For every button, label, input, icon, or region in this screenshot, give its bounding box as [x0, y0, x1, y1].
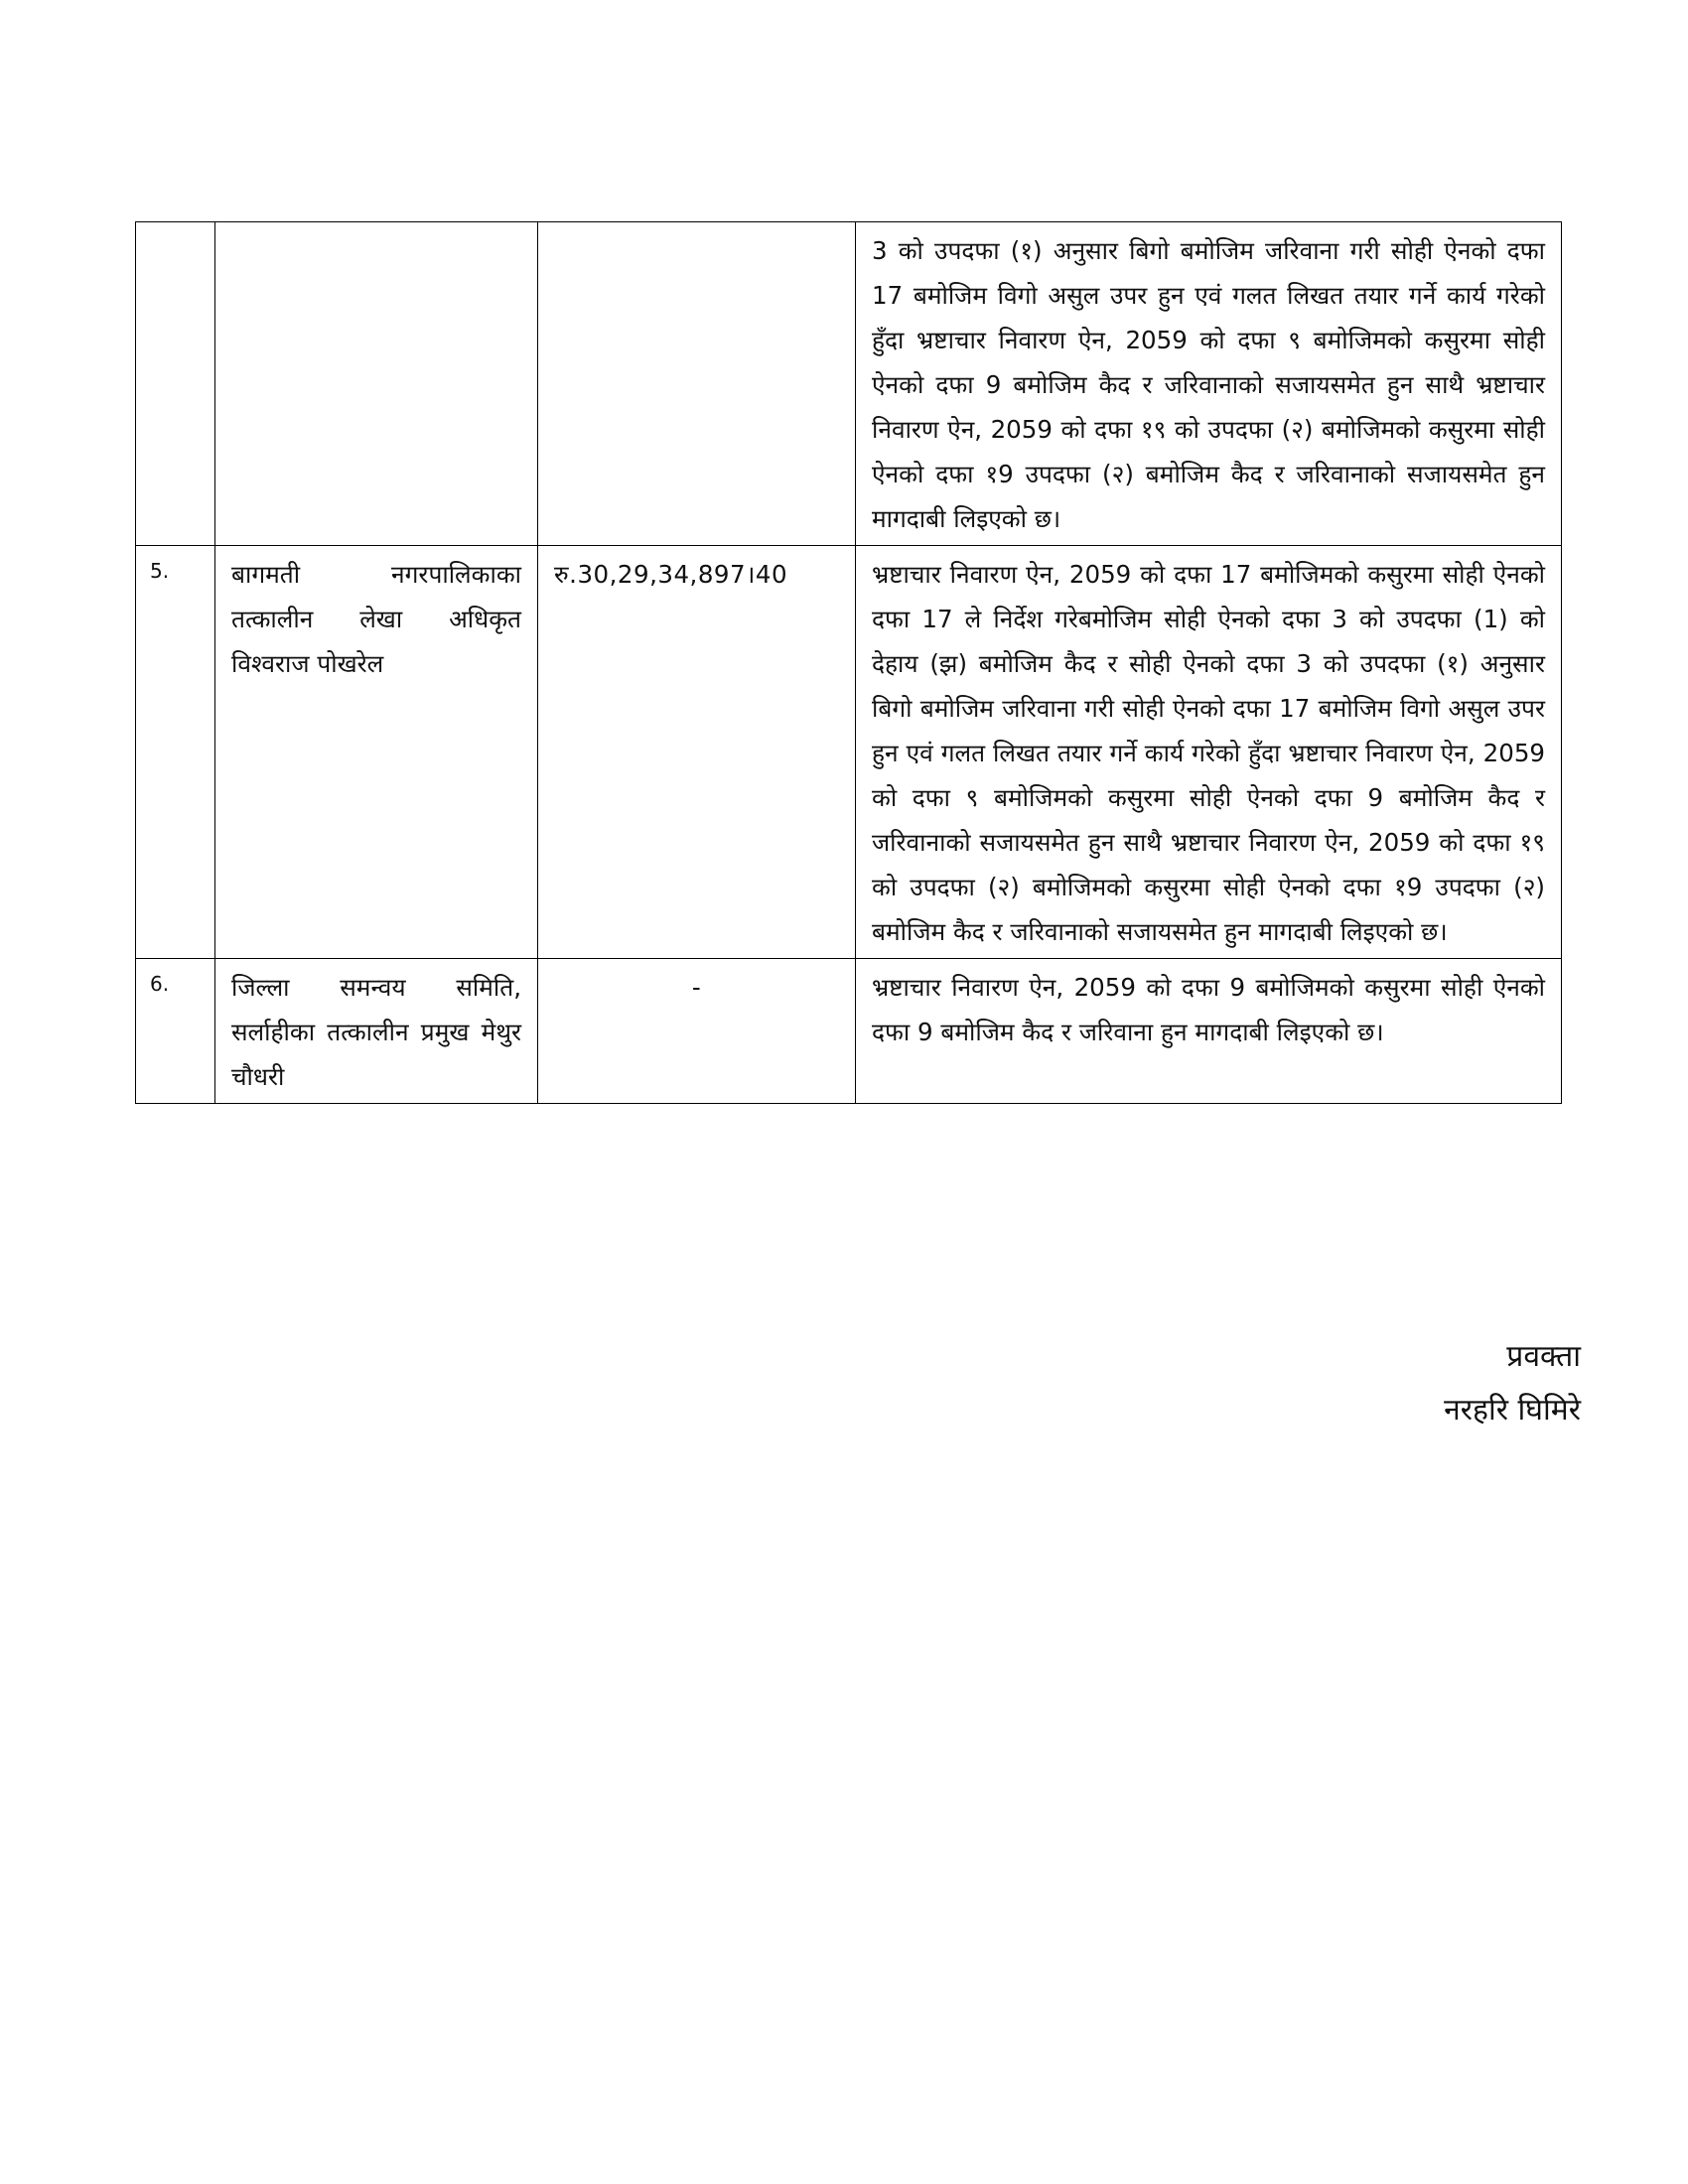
- row-serial-number: 5.: [136, 546, 215, 959]
- row-defendant-name: [215, 222, 538, 546]
- table-row: [136, 959, 1562, 1104]
- case-table: [135, 221, 1562, 1104]
- signature-block: [1444, 1330, 1581, 1437]
- row-claim-amount: रु.30,29,34,897।40: [538, 546, 856, 959]
- row-defendant-name: बागमती नगरपालिकाका तत्कालीन लेखा अधिकृत विश्वराज पोखरेल: [215, 546, 538, 959]
- row-claim-amount: [538, 222, 856, 546]
- signature-name: नरहरि घिमिरे: [1444, 1393, 1581, 1428]
- row-charge-description: भ्रष्टाचार निवारण ऐन, 2059 को दफा 17 बमोजिमको कसुरमा सोही ऐनको दफा 17 ले निर्देश गरेबमोजिम सोही ऐनको दफा 3 को उपदफा (1) को देहाय (झ) बमोजिम कैद र सोही ऐनको दफा 3 को उपदफा (१) अनुसार बिगो बमोजिम जरिवाना गरी सोही ऐनको दफा 17 बमोजिम विगो असुल उपर हुन एवं गलत लिखत तयार गर्ने कार्य गरेको हुँदा भ्रष्टाचार निवारण ऐन, 2059 को दफा ९ बमोजिमको कसुरमा सोही ऐनको दफा 9 बमोजिम कैद र जरिवानाको सजायसमेत हुन साथै भ्रष्टाचार निवारण ऐन, 2059 को दफा १९ को उपदफा (२) बमोजिमको कसुरमा सोही ऐनको दफा १9 उपदफा (२) बमोजिम कैद र जरिवानाको सजायसमेत हुन मागदाबी लिइएको छ।: [856, 546, 1562, 959]
- row-claim-amount: -: [538, 959, 856, 1104]
- row-charge-description: 3 को उपदफा (१) अनुसार बिगो बमोजिम जरिवाना गरी सोही ऐनको दफा 17 बमोजिम विगो असुल उपर हुन एवं गलत लिखत तयार गर्ने कार्य गरेको हुँदा भ्रष्टाचार निवारण ऐन, 2059 को दफा ९ बमोजिमको कसुरमा सोही ऐनको दफा 9 बमोजिम कैद र जरिवानाको सजायसमेत हुन साथै भ्रष्टाचार निवारण ऐन, 2059 को दफा १९ को उपदफा (२) बमोजिमको कसुरमा सोही ऐनको दफा १9 उपदफा (२) बमोजिम कैद र जरिवानाको सजायसमेत हुन मागदाबी लिइएको छ।: [856, 222, 1562, 546]
- row-defendant-name: जिल्ला समन्वय समिति, सर्लाहीका तत्कालीन प्रमुख मेथुर चौधरी: [215, 959, 538, 1104]
- row-serial-number: 6.: [136, 959, 215, 1104]
- row-serial-number: [136, 222, 215, 546]
- table-row: [136, 222, 1562, 546]
- signature-title: प्रवक्ता: [1506, 1339, 1581, 1374]
- row-charge-description: भ्रष्टाचार निवारण ऐन, 2059 को दफा 9 बमोजिमको कसुरमा सोही ऐनको दफा 9 बमोजिम कैद र जरिवाना हुन मागदाबी लिइएको छ।: [856, 959, 1562, 1104]
- table-row: [136, 546, 1562, 959]
